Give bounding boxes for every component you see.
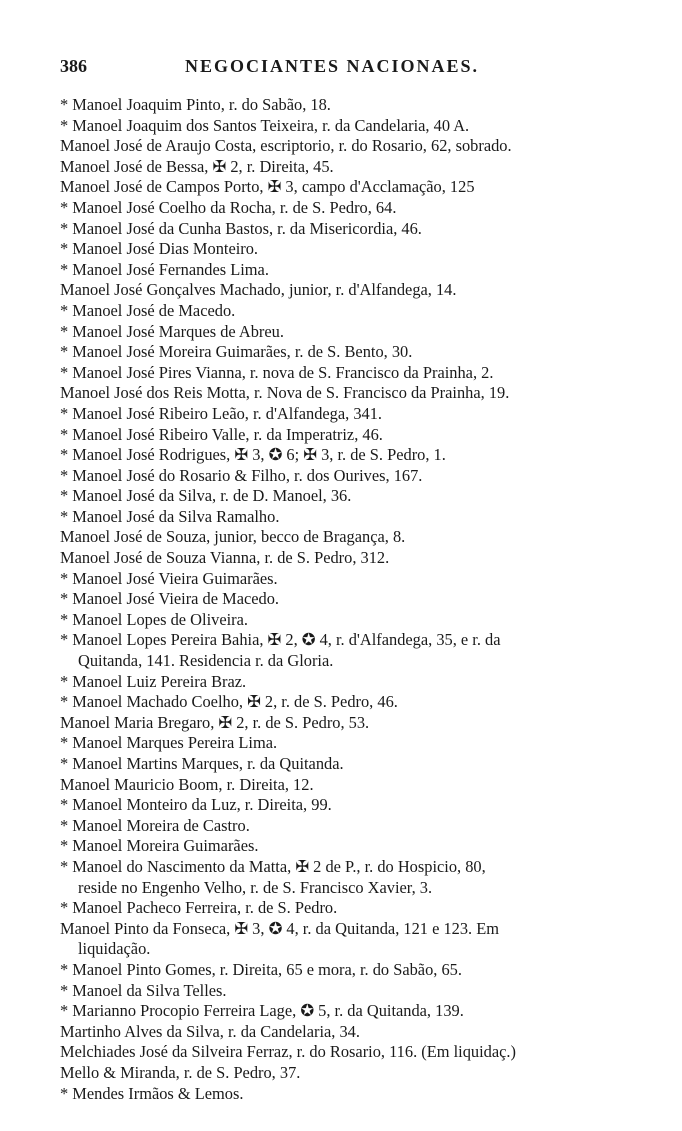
entry-line: Manoel José de Bessa, ✠ 2, r. Direita, 45. — [60, 156, 334, 176]
entry-line: * Manoel Pinto Gomes, r. Direita, 65 e mora, r. do Sabão, 65. — [60, 959, 462, 979]
entry-line: Manoel Maria Bregaro, ✠ 2, r. de S. Pedro, 53. — [60, 712, 370, 732]
entry-continuation-line: Quitanda, 141. Residencia r. da Gloria. — [78, 651, 334, 671]
entry-line: * Manoel José Marques de Abreu. — [60, 321, 284, 341]
entry-line: * Manoel José Rodrigues, ✠ 3, ✪ 6; ✠ 3, r. de S. Pedro, 1. — [60, 445, 446, 465]
entry-line: * Manoel José da Silva, r. de D. Manoel, 36. — [60, 486, 352, 506]
entry-line: * Manoel Luiz Pereira Braz. — [60, 671, 247, 691]
entry-line: * Manoel José de Macedo. — [60, 300, 236, 320]
entry-continuation-line: liquidação. — [78, 939, 151, 959]
entry-line: * Manoel Joaquim Pinto, r. do Sabão, 18. — [60, 95, 331, 114]
entry-line: Manoel José de Souza Vianna, r. de S. Pedro, 312. — [60, 548, 390, 568]
page-number: 386 — [60, 56, 87, 76]
entry-line: * Mendes Irmãos & Lemos. — [60, 1083, 244, 1103]
entry-line: * Manoel Joaquim dos Santos Teixeira, r. da Candelaria, 40 A. — [60, 115, 470, 135]
entry-line: * Manoel José Ribeiro Leão, r. d'Alfandega, 341. — [60, 403, 383, 423]
entry-line: * Manoel Lopes de Oliveira. — [60, 609, 248, 629]
entry-line: * Manoel Moreira de Castro. — [60, 815, 250, 835]
running-title: NEGOCIANTES NACIONAES. — [185, 56, 480, 76]
entry-line: * Manoel José da Cunha Bastos, r. da Misericordia, 46. — [60, 218, 422, 238]
entry-line: * Manoel do Nascimento da Matta, ✠ 2 de P., r. do Hospicio, 80, — [60, 856, 486, 876]
entry-line: * Manoel Moreira Guimarães. — [60, 836, 259, 856]
entry-line: * Manoel Pacheco Ferreira, r. de S. Pedro. — [60, 898, 338, 918]
entry-line: Melchiades José da Silveira Ferraz, r. do Rosario, 116. (Em liquidaç.) — [60, 1042, 516, 1062]
merchant-list — [60, 95, 625, 1104]
entry-line: * Manoel José Pires Vianna, r. nova de S. Francisco da Prainha, 2. — [60, 362, 494, 382]
entry-line: * Manoel Monteiro da Luz, r. Direita, 99. — [60, 795, 332, 815]
entry-line: * Manoel José Ribeiro Valle, r. da Imperatriz, 46. — [60, 424, 383, 444]
entry-line: * Marianno Procopio Ferreira Lage, ✪ 5, r. da Quitanda, 139. — [60, 1001, 464, 1021]
entry-line: Manoel José de Araujo Costa, escriptorio, r. do Rosario, 62, sobrado. — [60, 136, 512, 156]
entry-line: * Manoel José Fernandes Lima. — [60, 259, 269, 279]
entry-line: * Manoel Lopes Pereira Bahia, ✠ 2, ✪ 4, r. d'Alfandega, 35, e r. da — [60, 630, 501, 650]
entry-line: Manoel José Gonçalves Machado, junior, r. d'Alfandega, 14. — [60, 280, 457, 300]
entry-line: * Manoel José Dias Monteiro. — [60, 239, 259, 259]
entry-line: Manoel Pinto da Fonseca, ✠ 3, ✪ 4, r. da Quitanda, 121 e 123. Em — [60, 918, 499, 938]
entry-line: * Manoel Martins Marques, r. da Quitanda. — [60, 754, 344, 773]
entry-line: * Manoel Machado Coelho, ✠ 2, r. de S. Pedro, 46. — [60, 692, 398, 712]
entry-line: Manoel José de Campos Porto, ✠ 3, campo d'Acclamação, 125 — [60, 177, 475, 197]
entry-line: * Manoel José da Silva Ramalho. — [60, 506, 280, 526]
entry-line: * Manoel José Vieira Guimarães. — [60, 568, 278, 588]
entry-line: Mello & Miranda, r. de S. Pedro, 37. — [60, 1062, 301, 1082]
entry-line: Manoel José dos Reis Motta, r. Nova de S. Francisco da Prainha, 19. — [60, 383, 510, 403]
entry-line: * Manoel José Vieira de Macedo. — [60, 589, 280, 609]
entry-line: Manoel José de Souza, junior, becco de Bragança, 8. — [60, 527, 406, 547]
page-header — [0, 56, 682, 82]
entry-line: Manoel Mauricio Boom, r. Direita, 12. — [60, 774, 314, 794]
entry-line: * Manoel José do Rosario & Filho, r. dos Ourives, 167. — [60, 465, 423, 485]
entry-line: Martinho Alves da Silva, r. da Candelaria, 34. — [60, 1021, 360, 1041]
entry-line: * Manoel da Silva Telles. — [60, 980, 227, 1000]
entry-continuation-line: reside no Engenho Velho, r. de S. Francisco Xavier, 3. — [78, 877, 433, 897]
entry-line: * Manoel Marques Pereira Lima. — [60, 733, 278, 753]
entry-line: * Manoel José Coelho da Rocha, r. de S. Pedro, 64. — [60, 197, 397, 217]
entry-line: * Manoel José Moreira Guimarães, r. de S. Bento, 30. — [60, 342, 413, 362]
